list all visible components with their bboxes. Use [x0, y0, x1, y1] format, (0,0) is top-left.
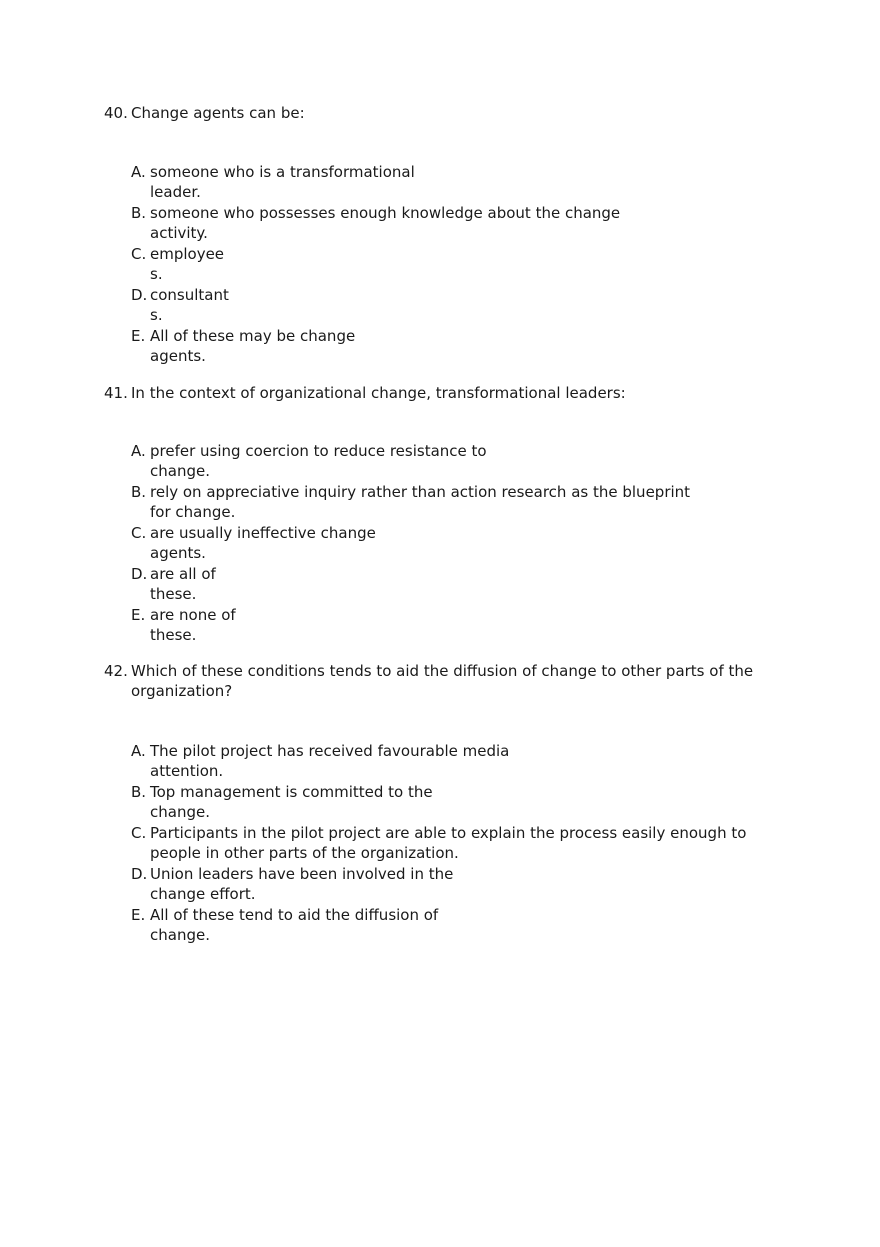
option-text: All of these tend to aid the diffusion of change.: [150, 906, 439, 944]
option-letter: E.: [131, 606, 146, 624]
option-40-c: [131, 244, 625, 284]
question-number: 41.: [104, 384, 128, 402]
option-text: rely on appreciative inquiry rather than action research as the blueprint for change.: [150, 483, 691, 521]
option-40-d: [131, 285, 625, 325]
option-42-a: [131, 741, 750, 781]
option-text: consultants.: [150, 286, 229, 324]
question-stem: [104, 383, 751, 403]
option-40-a: [131, 162, 625, 202]
option-letter: B.: [131, 204, 147, 222]
option-text: someone who possesses enough knowledge about the change activity.: [150, 204, 621, 242]
option-text: are all of these.: [150, 565, 216, 603]
option-text: prefer using coercion to reduce resistance to change.: [150, 442, 487, 480]
option-letter: C.: [131, 524, 147, 542]
options-42: [131, 741, 750, 946]
question-number: 40.: [104, 104, 128, 122]
option-41-d: [131, 564, 695, 604]
question-stem: [104, 103, 751, 123]
question-text: Change agents can be:: [131, 104, 305, 122]
option-text: Union leaders have been involved in the change effort.: [150, 865, 454, 903]
option-42-c: [131, 823, 750, 863]
question-text: In the context of organizational change, transformational leaders:: [131, 384, 626, 402]
option-42-b: [131, 782, 750, 822]
option-text: are none of these.: [150, 606, 236, 644]
option-letter: D.: [131, 565, 148, 583]
option-text: The pilot project has received favourable media attention.: [150, 742, 510, 780]
option-text: employees.: [150, 245, 225, 283]
question-number: 42.: [104, 662, 128, 680]
option-letter: A.: [131, 742, 146, 760]
option-letter: B.: [131, 783, 147, 801]
options-41: [131, 441, 695, 646]
option-40-e: [131, 326, 625, 366]
question-40: [104, 103, 751, 123]
option-41-e: [131, 605, 695, 645]
question-text: Which of these conditions tends to aid the diffusion of change to other parts of the organization?: [131, 662, 754, 700]
option-letter: E.: [131, 906, 146, 924]
option-letter: C.: [131, 824, 147, 842]
option-letter: E.: [131, 327, 146, 345]
option-text: someone who is a transformational leader.: [150, 163, 415, 201]
option-letter: C.: [131, 245, 147, 263]
option-text: Top management is committed to the change.: [150, 783, 433, 821]
option-42-d: [131, 864, 750, 904]
option-41-a: [131, 441, 695, 481]
option-40-b: [131, 203, 625, 243]
option-letter: D.: [131, 286, 148, 304]
option-text: Participants in the pilot project are able to explain the process easily enough to people in other parts of the organization.: [150, 824, 747, 862]
question-stem: [104, 661, 761, 701]
question-42: [104, 661, 761, 701]
question-41: [104, 383, 751, 403]
option-41-c: [131, 523, 695, 563]
options-40: [131, 162, 625, 367]
option-letter: D.: [131, 865, 148, 883]
option-letter: A.: [131, 163, 146, 181]
option-text: All of these may be change agents.: [150, 327, 356, 365]
option-text: are usually ineffective change agents.: [150, 524, 376, 562]
option-41-b: [131, 482, 695, 522]
option-letter: B.: [131, 483, 147, 501]
option-42-e: [131, 905, 750, 945]
option-letter: A.: [131, 442, 146, 460]
